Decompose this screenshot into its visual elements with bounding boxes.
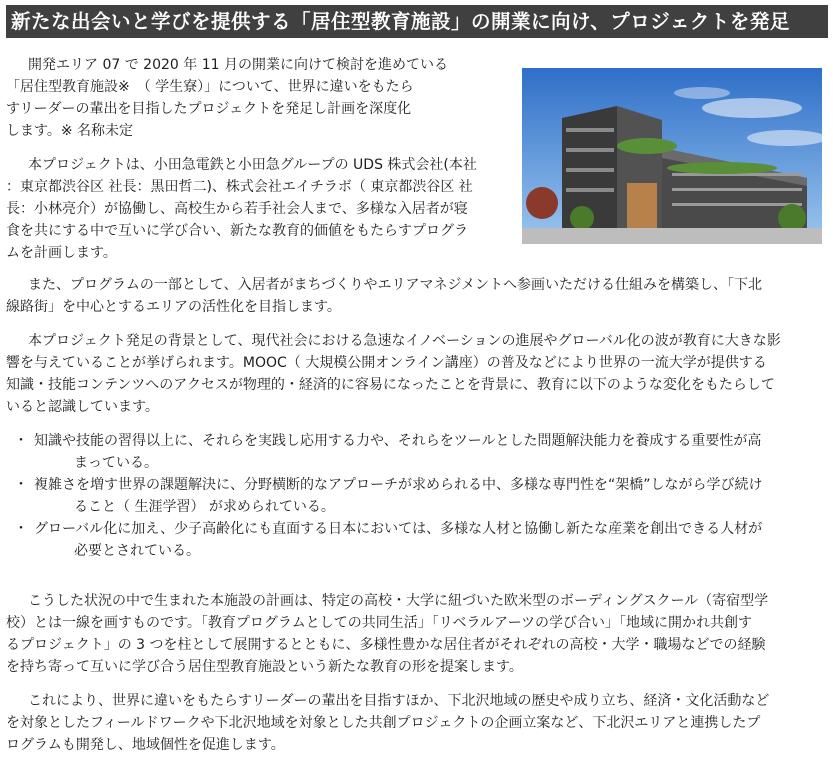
plan-line: るプロジェクト」の 3 つを柱として展開するとともに、多様性豊かな居住者がそれぞれの高校・大学・職場などでの経験 <box>6 637 766 653</box>
building-rendering-image <box>522 68 822 244</box>
bullet-mark: ・ <box>14 521 28 537</box>
bullet-mark: ・ <box>14 433 28 449</box>
building-rendering-svg <box>522 68 822 244</box>
closing-line: を対象としたフィールドワークや下北沢地域を対象とした共創プロジェクトの企画立案など、下北沢エリアと連携したプ <box>6 715 761 731</box>
bullet-list <box>14 430 828 562</box>
project-line: ：東京都渋谷区 社長：黒田哲二)、株式会社エイチラボ（ 東京都渋谷区 社 <box>6 179 473 195</box>
intro-paragraph <box>6 54 516 142</box>
area-line: 線路街」を中心とするエリアの活性化を目指します。 <box>6 299 341 315</box>
project-paragraph <box>6 154 516 264</box>
closing-line: ログラムも開発し、地域個性を促進します。 <box>6 737 285 753</box>
area-paragraph <box>6 274 828 318</box>
page-title: 新たな出会いと学びを提供する「居住型教育施設」の開業に向け、プロジェクトを発足 <box>6 5 828 38</box>
bullet-text-continued: 必要とされている。 <box>74 543 200 559</box>
bullet-text: 複雑さを増す世界の課題解決に、分野横断的なアプローチが求められる中、多様な専門性を“架橋”しながら学び続け <box>34 477 763 493</box>
bullet-item <box>14 474 828 518</box>
bullet-mark: ・ <box>14 477 28 493</box>
bullet-text-continued: まっている。 <box>74 455 158 471</box>
intro-line: します。※ 名称未定 <box>6 123 134 139</box>
bullet-text: グローバル化に加え、少子高齢化にも直面する日本においては、多様な人材と協働し新たな産業を創出できる人材が <box>34 521 763 537</box>
project-line: 長：小林亮介）が協働し、高校生から若手社会人まで、多様な入居者が寝 <box>6 201 468 217</box>
bullet-text: 知識や技能の習得以上に、それらを実践し応用する力や、それらをツールとした問題解決能力を養成する重要性が高 <box>34 433 762 449</box>
project-line: 食を共にする中で互いに学び合い、新たな教育的価値をもたらすプログラ <box>6 223 468 239</box>
bullet-item <box>14 518 828 562</box>
intro-line: 「居住型教育施設※ （ 学生寮）」について、世界に違いをもたら <box>6 79 414 95</box>
background-paragraph <box>6 330 828 418</box>
project-line: 本プロジェクトは、小田急電鉄と小田急グループの UDS 株式会社(本社 <box>28 157 477 173</box>
background-line: 本プロジェクト発足の背景として、現代社会における急速なイノベーションの進展やグローバル化の波が教育に大きな影 <box>28 333 781 349</box>
plan-line: を持ち寄って互いに学び合う居住型教育施設という新たな教育の形を提案します。 <box>6 659 523 675</box>
plan-line: 校）とは一線を画すものです。「教育プログラムとしての共同生活」「リベラルアーツの学び合い」「地域に開かれ共創す <box>6 615 753 631</box>
bullet-text-continued: ること（ 生涯学習） が求められている。 <box>74 499 335 515</box>
intro-line: すリーダーの輩出を目指したプロジェクトを発足し計画を深度化 <box>6 101 412 117</box>
closing-paragraph <box>6 690 828 756</box>
area-line: また、プログラムの一部として、入居者がまちづくりやエリアマネジメントへ参画いただける仕組みを構築し、「下北 <box>28 277 763 293</box>
bullet-item <box>14 430 828 474</box>
project-line: ムを計画します。 <box>6 245 117 261</box>
plan-line: こうした状況の中で生まれた本施設の計画は、特定の高校・大学に紐づいた欧米型のボーディングスクール（寄宿型学 <box>28 593 769 609</box>
background-line: 知識・技能コンテンツへのアクセスが物理的・経済的に容易になったことを背景に、教育に以下のような変化をもたらして <box>6 377 775 393</box>
background-line: いると認識しています。 <box>6 399 159 415</box>
closing-line: これにより、世界に違いをもたらすリーダーの輩出を目指すほか、下北沢地域の歴史や成り立ち、経済・文化活動など <box>28 693 770 709</box>
plan-paragraph <box>6 590 828 678</box>
background-line: 響を与えていることが挙げられます。MOOC（ 大規模公開オンライン講座）の普及などにより世界の一流大学が提供する <box>6 355 767 371</box>
intro-line: 開発エリア 07 で 2020 年 11 月の開業に向けて検討を進めている <box>28 57 448 73</box>
